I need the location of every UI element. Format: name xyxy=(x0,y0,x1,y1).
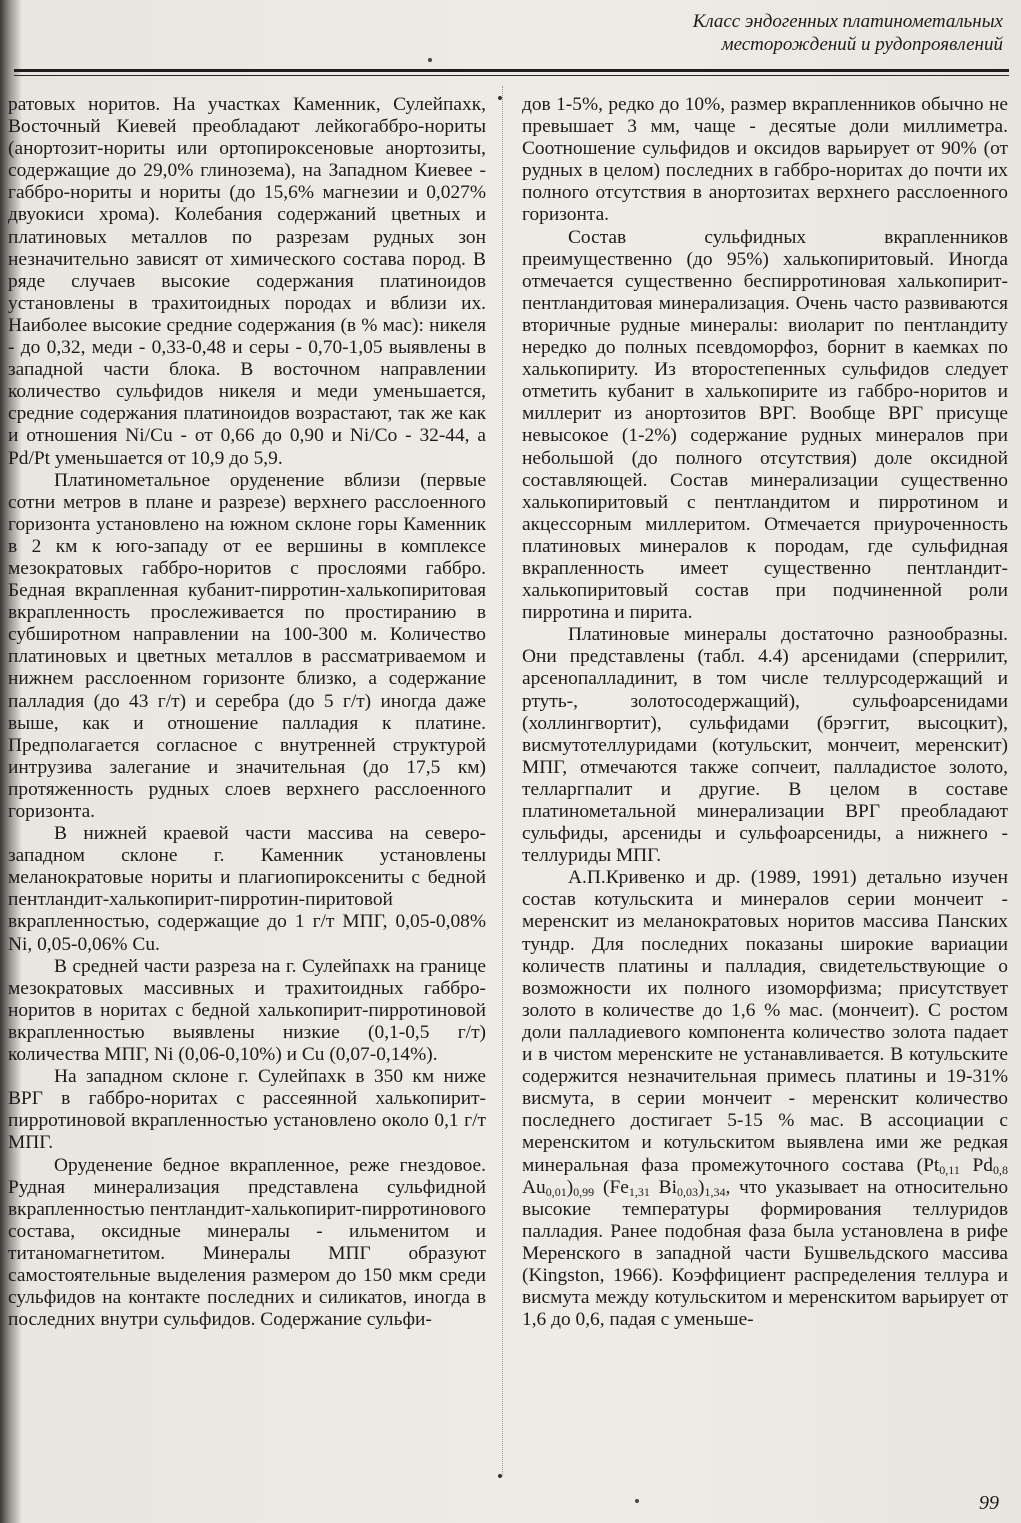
paragraph-text: А.П.Кривенко и др. (1989, 1991) детально изучен состав котульскита и минералов серии мончеит - меренскит из меланократовых норитов массива Панских тундр. Для последних показаны широкие вариации количеств платины и палладия, свидетельствующие о возможности их полного изоморфизма; присутствует золото в количестве до 1,6 % мас. (мончеит). С ростом доли палладиевого компонента количество золота падает и в чистом меренските не устанавливается. В котульските содержится незначительная примесь платины и 19-31% висмута, в серии мончеит - меренскит количество последнего достигает 5-15 % мас. В ассоциации с меренскитом и котульскитом выявлена ими же редкая минеральная фаза промежуточного состава (Pt xyxy=(522,867,1008,1176)
print-speck xyxy=(635,1499,639,1503)
paragraph: Оруденение бедное вкрапленное, реже гнездовое. Рудная минерализация представлена сульфидной вкрапленностью пентландит-халькопирит-пирротинового состава, оксидные минералы - ильменитом и титаномагнетитом. Минералы МПГ образуют самостоятельные выделения размером до 150 мкм среди сульфидов на контакте последних и силикатов, иногда в последних внутри сульфидов. Содержание сульфи- xyxy=(8,1154,486,1331)
paragraph: ратовых норитов. На участках Каменник, Сулейпахк, Восточный Киевей преобладают лейкогаббро-нориты (анортозит-нориты или ортопироксеновые анортозиты, содержащие до 29,0% глинозема), на Западном Киевее - габбро-нориты и нориты (до 15,6% магнезии и 0,027% двуокиси хрома). Колебания содержаний цветных и платиновых металлов по разрезам рудных зон незначительно зависят от химического состава пород. В ряде случаев высокие содержания платиноидов установлены в трахитоидных породах и вблизи их. Наиболее высокие средние содержания (в % мас): никеля - до 0,32, меди - 0,33-0,48 и серы - 0,70-1,05 выявлены в западной части блока. В восточном направлении количество сульфидов никеля и меди уменьшается, средние содержания платиноидов возрастают, так же как и отношения Ni/Cu - от 0,66 до 0,90 и Ni/Co - 32-44, а Pd/Pt уменьшается от 10,9 до 5,9. xyxy=(8,94,486,469)
formula-bracket: ) xyxy=(697,1176,705,1198)
paragraph: На западном склоне г. Сулейпахк в 350 км ниже ВРГ в габбро-норитах с рассеянной халькопирит-пирротиновой вкрапленностью установлено около 0,1 г/т МПГ. xyxy=(8,1066,486,1154)
formula-subscript: 1,34 xyxy=(704,1184,726,1199)
formula-element: (Fe xyxy=(594,1176,629,1198)
left-column xyxy=(8,94,486,1331)
running-header xyxy=(483,10,1003,56)
header-rule-thin xyxy=(14,75,1009,76)
running-header-line-1: Класс эндогенных платинометальных xyxy=(692,11,1003,32)
formula-subscript: 0,8 xyxy=(993,1162,1008,1177)
formula-element: Bi xyxy=(649,1176,677,1198)
column-divider-dot xyxy=(498,96,502,100)
formula-element: Pd xyxy=(959,1154,993,1176)
formula-element: Au xyxy=(522,1176,546,1198)
right-column xyxy=(522,94,1008,1331)
paragraph: Платинометальное оруденение вблизи (первые сотни метров в плане и разрезе) верхнего расслоенного горизонта установлено на южном склоне горы Каменник в 2 км к юго-западу от ее вершины в комплексе мезократовых габбро-норитов с прослоями габбро. Бедная вкрапленная кубанит-пирротин-халькопиритовая вкрапленность прослеживается по простиранию в субширотном направлении на 100-300 м. Количество платиновых и цветных металлов в рассматриваемом и нижнем расслоенном горизонте близко, а содержание палладия (до 43 г/т) и серебра (до 5 г/т) иногда даже выше, как и отношение палладия к платине. Предполагается согласное с внутренней структурой интрузива залегание и значительная (до 17,5 км) протяженность рудных слоев верхнего расслоенного горизонта. xyxy=(8,469,486,822)
header-rule-thick xyxy=(14,69,1009,72)
paragraph: дов 1-5%, редко до 10%, размер вкрапленников обычно не превышает 3 мм, чаще - десятые доли миллиметра. Соотношение сульфидов и оксидов варьирует от 90% (от рудных в целом) последних в габбро-норитах до почти их полного отсутствия в анортозитах верхнего расслоенного горизонта. xyxy=(522,94,1008,226)
page-number: 99 xyxy=(979,1492,999,1514)
column-divider-dot xyxy=(498,1474,502,1478)
paragraph: В нижней краевой части массива на северо-западном склоне г. Каменник установлены меланократовые нориты и плагиопироксениты с бедной пентландит-халькопирит-пирротин-пиритовой вкрапленностью, содержащие до 1 г/т МПГ, 0,05-0,08% Ni, 0,05-0,06% Cu. xyxy=(8,823,486,955)
paragraph-text: , что указывает на относительно высокие температуры формирования теллуридов палладия. Ранее подобная фаза была установлена в рифе Меренского в западной части Бушвельдского массива (Kingston, 1966). Коэффициент распределения теллура и висмута между котульскитом и меренскитом варьирует от 1,6 до 0,6, падая с уменьше- xyxy=(522,1176,1009,1331)
formula-subscript: 1,31 xyxy=(628,1184,650,1199)
paragraph-with-formula xyxy=(522,867,1008,1331)
formula-bracket: ) xyxy=(566,1176,574,1198)
formula-subscript: 0,99 xyxy=(573,1184,595,1199)
formula-subscript: 0,11 xyxy=(939,1162,960,1177)
formula-subscript: 0,01 xyxy=(545,1184,567,1199)
paragraph: Платиновые минералы достаточно разнообразны. Они представлены (табл. 4.4) арсенидами (сперрилит, арсенопалладинит, в том числе теллурсодержащий и ртуть-, золотосодержащий), сульфоарсенидами (холлингвортит), сульфидами (брэггит, высоцкит), висмутотеллуридами (котульскит, мончеит, меренскит) МПГ, отмечаются также сопчеит, палладистое золото, телларгпалит и другие. В целом в составе платинометальной минерализации ВРГ преобладают сульфиды, арсениды и сульфоарсениды, а нижнего - теллуриды МПГ. xyxy=(522,624,1008,867)
column-divider xyxy=(502,86,504,1476)
print-speck xyxy=(428,58,432,62)
paragraph: В средней части разреза на г. Сулейпахк на границе мезократовых массивных и трахитоидных габбро-норитов в норитах с бедной халькопирит-пирротиновой вкрапленностью выявлены низкие (0,1-0,5 г/т) количества МПГ, Ni (0,06-0,10%) и Cu (0,07-0,14%). xyxy=(8,955,486,1066)
formula-subscript: 0,03 xyxy=(676,1184,698,1199)
paragraph: Состав сульфидных вкрапленников преимущественно (до 95%) халькопиритовый. Иногда отмечается существенно беспирротиновая халькопирит-пентландитовая минерализация. Очень часто развиваются вторичные рудные минералы: виоларит по пентландиту нередко до полных псевдоморфоз, борнит в каемках по халькопириту. Из второстепенных сульфидов следует отметить кубанит в халькопирите из габбро-норитов и миллерит из анортозитов ВРГ. Вообще ВРГ присуще невысокое (1-2%) содержание рудных минералов при небольшой (до полного отсутствия) доле оксидной составляющей. Состав минерализации существенно халькопиритовый с пентландитом и пирротином и акцессорным миллеритом. Отмечается приуроченность платиновых минералов к породам, где сульфидная вкрапленность имеет существенно пентландит-халькопиритовый состав при подчиненной роли пирротина и пирита. xyxy=(522,226,1008,624)
running-header-line-2: месторождений и рудопроявлений xyxy=(721,34,1003,55)
